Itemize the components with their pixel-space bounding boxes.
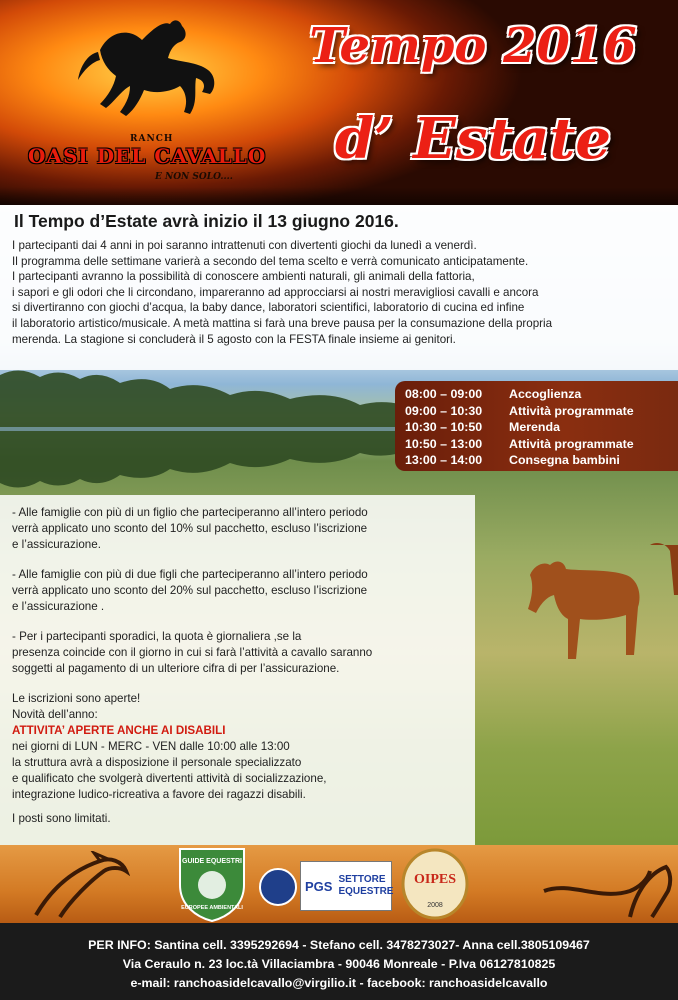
pgs-logo-text: PGS (305, 878, 333, 894)
oipes-name: OIPES (413, 872, 457, 887)
oipes-badge (400, 847, 470, 921)
pgs-badge (300, 861, 392, 911)
discount-line: e l’assicurazione . (12, 600, 105, 613)
guide-equestri-badge (172, 845, 252, 923)
intro-panel (0, 205, 678, 370)
intro-line: I partecipanti dai 4 anni in poi saranno intrattenuti con divertenti giochi da lunedì a venerdì. (12, 239, 477, 252)
schedule-row (405, 403, 678, 420)
ranch-logo (10, 8, 270, 198)
logo-ranch: RANCH (130, 134, 174, 144)
schedule-time: 10:30 – 10:50 (405, 420, 483, 434)
schedule-row (405, 419, 678, 436)
intro-line: il laboratorio artistico/musicale. A metà mattina si farà una breve pausa per la consumazione della propria (12, 316, 553, 330)
intro-line: I partecipanti avranno la possibilità di conoscere ambienti naturali, gli animali della fattoria, (12, 270, 475, 284)
schedule-time: 09:00 – 10:30 (405, 403, 483, 418)
schedule-activity: Consegna bambini (509, 453, 620, 467)
schedule-time: 13:00 – 14:00 (405, 453, 483, 467)
registration-open: Le iscrizioni sono aperte! (12, 692, 141, 705)
intro-line: merenda. La stagione si concluderà il 5 agosto con la FESTA finale insieme ai genitori. (12, 332, 456, 346)
schedule-row (405, 386, 678, 403)
news-line: la struttura avrà a disposizione il personale specializzato (12, 756, 302, 769)
schedule-time: 10:50 – 13:00 (405, 436, 483, 451)
discount-line: soggetti al pagamento di un ulteriore cifra di per l’assicurazione. (12, 662, 340, 675)
discount-line: - Alle famiglie con più di un figlio che parteciperanno all’intero periodo (12, 506, 368, 519)
discount-line: verrà applicato uno sconto del 10% sul pacchetto, escluso l’iscrizione (12, 522, 368, 535)
contact-phones: PER INFO: Santina cell. 3395292694 - Stefano cell. 3478273027- Anna cell.3805109467 (88, 938, 590, 952)
news-line: integrazione ludico-ricreativa a favore dei ragazzi disabili. (12, 788, 306, 801)
horse-head-left-icon (30, 851, 130, 921)
intro-line: Il programma delle settimane varierà a secondo del tema scelto e verrà comunicato anticipatamente. (12, 254, 529, 268)
meadow-photo (0, 205, 678, 845)
horse-head-right-icon (540, 851, 676, 921)
horse-silhouette-icon (70, 10, 220, 130)
discount-block (12, 505, 465, 553)
pgs-settore (338, 874, 393, 898)
schedule-row (405, 452, 678, 469)
discount-line: verrà applicato uno sconto del 20% sul pacchetto, escluso l’iscrizione (12, 584, 368, 597)
schedule-activity: Accoglienza (509, 387, 582, 401)
discount-line: - Per i partecipanti sporadici, la quota è giornaliera ,se la (12, 630, 302, 643)
news-block (12, 691, 465, 827)
discount-block (12, 629, 465, 677)
novelty-label: Novità dell’anno: (12, 708, 98, 721)
info-panel (0, 495, 475, 845)
disability-highlight: ATTIVITA’ APERTE ANCHE AI DISABILI (12, 724, 226, 737)
guide-top-label: GUIDE EQUESTRI (182, 858, 242, 865)
intro-line: si divertiranno con giochi d’acqua, la baby dance, laboratori scientifici, laboratorio di cucina ed infine (12, 301, 525, 315)
discount-line: presenza coincide con il giorno in cui si farà l’attività a cavallo saranno (12, 646, 373, 659)
pgs-settore-label: SETTORE (338, 874, 386, 885)
schedule-activity: Attività programmate (509, 436, 634, 451)
oipes-year: 2008 (427, 902, 443, 909)
discount-block (12, 567, 465, 615)
schedule-row (405, 436, 678, 453)
schedule-time: 08:00 – 09:00 (405, 387, 483, 401)
logo-name: OASI DEL CAVALLO (28, 144, 267, 168)
daily-schedule (395, 381, 678, 471)
footer-badges-band (0, 845, 678, 923)
contact-address: Via Ceraulo n. 23 loc.tà Villaciambra - 90046 Monreale - P.Iva 06127810825 (122, 957, 556, 971)
schedule-activity: Attività programmate (509, 403, 634, 418)
intro-heading: Il Tempo d’Estate avrà inizio il 13 giugno 2016. (14, 211, 399, 231)
intro-line: i sapori e gli odori che li circondano, impareranno ad approcciarsi ai nostri meravigliosi cavalli e ancora (12, 285, 539, 299)
contact-footer (0, 923, 678, 1000)
eu-circle-icon (258, 867, 298, 907)
logo-tagline: E NON SOLO.... (155, 172, 233, 182)
discount-line: - Alle famiglie con più di due figli che parteciperanno all’intero periodo (12, 568, 368, 581)
schedule-activity: Merenda (509, 420, 560, 434)
horses-icon (510, 535, 678, 675)
pgs-equestre-label: EQUESTRE (338, 886, 394, 897)
contact-email-facebook: e-mail: ranchoasidelcavallo@virgilio.it - facebook: ranchoasidelcavallo (130, 976, 548, 990)
news-line: e qualificato che svolgerà divertenti attività di socializzazione, (12, 772, 327, 785)
guide-bottom-label: EUROPEE AMBIENTALI (181, 905, 243, 911)
header-banner (0, 0, 678, 205)
limited-places: I posti sono limitati. (12, 812, 111, 825)
title-line-1: Tempo 2016 (309, 18, 637, 74)
news-line: nei giorni di LUN - MERC - VEN dalle 10:00 alle 13:00 (12, 740, 290, 753)
title-line-2: d’ Estate (334, 106, 611, 172)
discount-line: e l’assicurazione. (12, 538, 101, 551)
